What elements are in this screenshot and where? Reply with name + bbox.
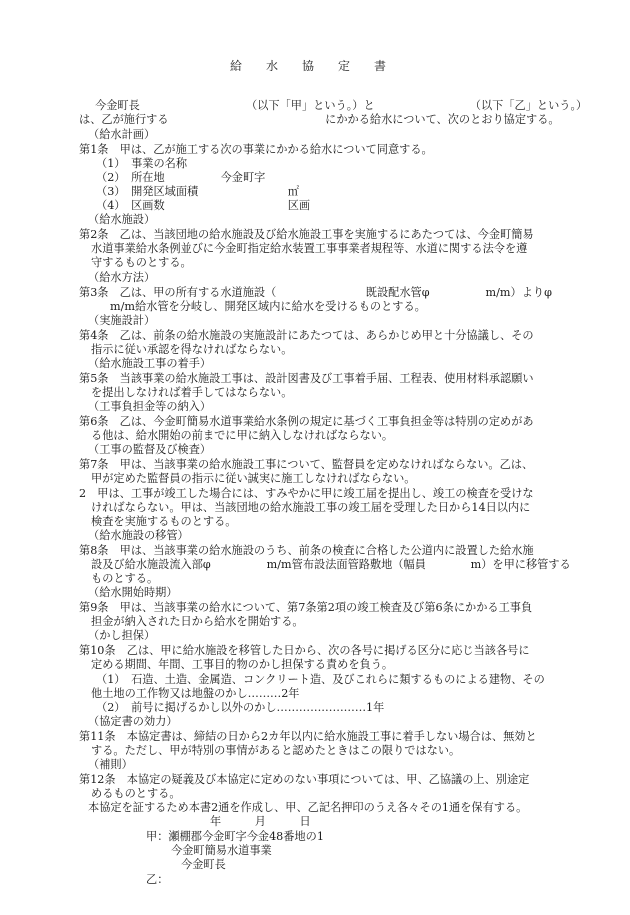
- text-line: 他土地の工作物又は地盤のかし………2年: [91, 687, 300, 700]
- article-line: 第9条 甲は、当該事業の給水について、第7条第2項の竣工検査及び第6条にかかる工事負: [79, 601, 533, 614]
- article-line: 第5条 当該事業の給水施設工事は、設計図書及び工事着手届、工程表、使用材料承認願い: [79, 372, 534, 385]
- party-a-signatory: 今金町長: [181, 858, 226, 871]
- text-line: 水道事業給水条例並びに今金町指定給水装置工事事業者規程等、水道に関する法令を遵: [91, 242, 528, 255]
- item-line: （2） 前号に掲げるかし以外のかし……………………1年: [96, 701, 385, 714]
- text-line: 検査を実施するものとする。: [91, 515, 237, 528]
- text-line: ければならない。甲は、当該団地の給水施設工事の竣工届を受理した日から14日以内に: [91, 501, 531, 514]
- party-a-organization: 今金町簡易水道事業: [171, 844, 272, 857]
- section-heading: （給水施設）: [88, 213, 156, 226]
- text-line: する。ただし、甲が特別の事情があると認めたときはこの限りではない。: [91, 744, 461, 757]
- section-heading: （実施設計）: [88, 314, 156, 327]
- party-a-address: 甲：瀬棚郡今金町字今金48番地の1: [146, 830, 324, 843]
- text-line: 守するものとする。: [91, 256, 192, 269]
- article-line: 第10条 乙は、甲に給水施設を移管した日から、次の各号に掲げる区分に応じ当該各号に: [79, 644, 530, 657]
- section-heading: （協定書の効力）: [88, 715, 178, 728]
- section-heading: （給水方法）: [88, 271, 156, 284]
- text-line: 定める期間、年間、工事目的物のかし担保する責めを負う。: [91, 658, 394, 671]
- item-line: （1） 石造、土造、金属造、コンクリート造、及びこれらに類するものによる建物、その: [96, 673, 545, 686]
- article-line: 第7条 甲は、当該事業の給水施設工事について、監督員を定めなければならない。乙は、: [79, 458, 534, 471]
- article-line: 第3条 乙は、甲の所有する水道施設（ 既設配水管φ m/m）よりφ: [79, 286, 552, 299]
- section-heading: （工事負担金等の納入）: [88, 400, 212, 413]
- item-line: （3） 開発区域面積 ㎡: [96, 185, 299, 198]
- closing-statement: 本協定を証するため本書2通を作成し、甲、乙記名押印のうえ各々その1通を保有する。: [88, 801, 528, 814]
- article-line: 第8条 甲は、当該事業の給水施設のうち、前条の検査に合格した公道内に設置した給水施: [79, 544, 534, 557]
- item-line: （2） 所在地 今金町字: [96, 171, 266, 184]
- text-line: る他は、給水開始の前までに甲に納入しなければならない。: [91, 429, 394, 442]
- section-heading: （給水施設の移管）: [88, 529, 189, 542]
- text-line: は、乙が施行する にかかる給水について、次のとおり協定する。: [79, 113, 560, 126]
- section-heading: （工事の監督及び検査）: [88, 443, 212, 456]
- text-line: 甲が定めた監督員の指示に従い誠実に施工しなければならない。: [91, 472, 416, 485]
- section-heading: （補則）: [88, 758, 133, 771]
- paragraph-line: 2 甲は、工事が竣工した場合には、すみやかに甲に竣工届を提出し、竣工の検査を受けな: [79, 487, 534, 500]
- text-line: を提出しなければ着手してはならない。: [91, 386, 293, 399]
- text-line: m/m給水管を分岐し、開発区域内に給水を受けるものとする。: [110, 300, 426, 313]
- article-line: 第11条 本協定書は、締結の日から2カ年以内に給水施設工事に着手しない場合は、無効と: [79, 730, 537, 743]
- article-line: 第2条 乙は、当該団地の給水施設及び給水施設工事を実施するにあたつては、今金町簡易: [79, 228, 534, 241]
- article-line: 第1条 甲は、乙が施工する次の事業にかかる給水について同意する。: [79, 143, 433, 156]
- text-line: めるものとする。: [91, 787, 181, 800]
- document-title: 給 水 協 定 書: [230, 59, 387, 73]
- section-heading: （給水開始時期）: [88, 586, 178, 599]
- article-line: 第6条 乙は、今金町簡易水道事業給水条例の規定に基づく工事負担金等は特別の定めがあ: [79, 415, 534, 428]
- section-heading: （かし担保）: [88, 629, 156, 642]
- section-heading: （給水施設工事の着手）: [88, 357, 212, 370]
- item-line: （1） 事業の名称: [96, 157, 188, 170]
- party-b-label: 乙：: [146, 873, 169, 886]
- text-line: 担金が納入された日から給水を開始する。: [91, 615, 304, 628]
- article-line: 第12条 本協定の疑義及び本協定に定めのない事項については、甲、乙協議の上、別途定: [79, 773, 530, 786]
- article-line: 第4条 乙は、前条の給水施設の実施設計にあたつては、あらかじめ甲と十分協議し、その: [79, 329, 534, 342]
- text-line: ものとする。: [91, 572, 159, 585]
- item-line: （4） 区画数 区画: [96, 199, 311, 212]
- text-line: 設及び給水施設流入部φ m/m管布設法面管路敷地（幅員 m）を甲に移管する: [91, 558, 571, 571]
- date-line: 年 月 日: [210, 815, 311, 828]
- section-heading: （給水計画）: [88, 128, 156, 141]
- text-line: 今金町長 （以下「甲」という。）と （以下「乙」という。）: [95, 99, 588, 112]
- text-line: 指示に従い承認を得なければならない。: [91, 343, 293, 356]
